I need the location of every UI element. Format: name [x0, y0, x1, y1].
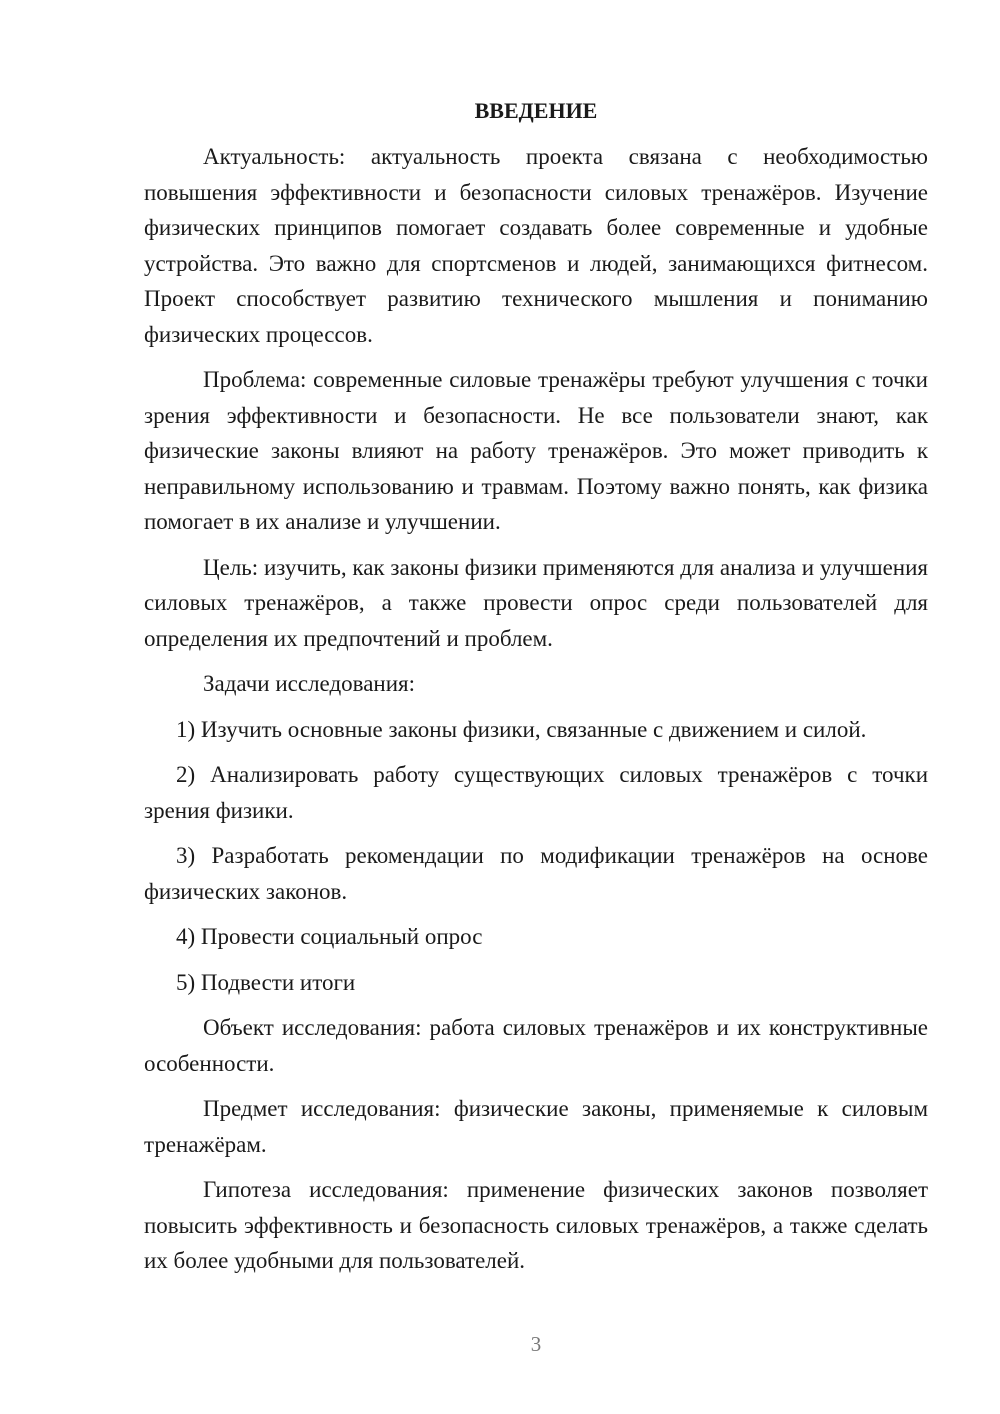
task-item: 4) Провести социальный опрос — [176, 924, 483, 949]
subject-paragraph: Предмет исследования: физические законы, применяемые к силовым тренажёрам. — [144, 1096, 928, 1157]
task-item: 5) Подвести итоги — [176, 969, 356, 995]
object-paragraph: Объект исследования: работа силовых тренажёров и их конструктивные особенности. — [144, 1015, 928, 1076]
task-item: 1) Изучить основные законы физики, связанные с движением и силой. — [176, 716, 867, 742]
page-title: ВВЕДЕНИЕ — [474, 98, 598, 123]
task-item: 2) Анализировать работу существующих силовых тренажёров с точки зрения физики. — [144, 762, 928, 823]
task-item: 3) Разработать рекомендации по модификации тренажёров на основе физических законов. — [144, 843, 928, 904]
hypothesis-paragraph: Гипотеза исследования: применение физических законов позволяет повысить эффективность и безопасность силовых тренажёров, а также сделать их более удобными для пользователей. — [144, 1177, 928, 1273]
page-number: 3 — [530, 1332, 542, 1356]
relevance-paragraph: Актуальность: актуальность проекта связана с необходимостью повышения эффективности и безопасности силовых тренажёров. Изучение физических принципов помогает создавать более современные и удобные устройства. Это важно для спортсменов и людей, занимающихся фитнесом. Проект способствует развитию технического мышления и пониманию физических процессов. — [144, 144, 928, 347]
problem-paragraph: Проблема: современные силовые тренажёры требуют улучшения с точки зрения эффективности и безопасности. Не все пользователи знают, как физические законы влияют на работу тренажёров. Это может приводить к неправильному использованию и травмам. Поэтому важно понять, как физика помогает в их анализе и улучшении. — [144, 367, 928, 534]
tasks-heading: Задачи исследования: — [203, 671, 416, 696]
goal-paragraph: Цель: изучить, как законы физики применяются для анализа и улучшения силовых тренажёров, а также провести опрос среди пользователей для определения их предпочтений и проблем. — [144, 554, 928, 651]
document-page — [144, 96, 928, 1289]
